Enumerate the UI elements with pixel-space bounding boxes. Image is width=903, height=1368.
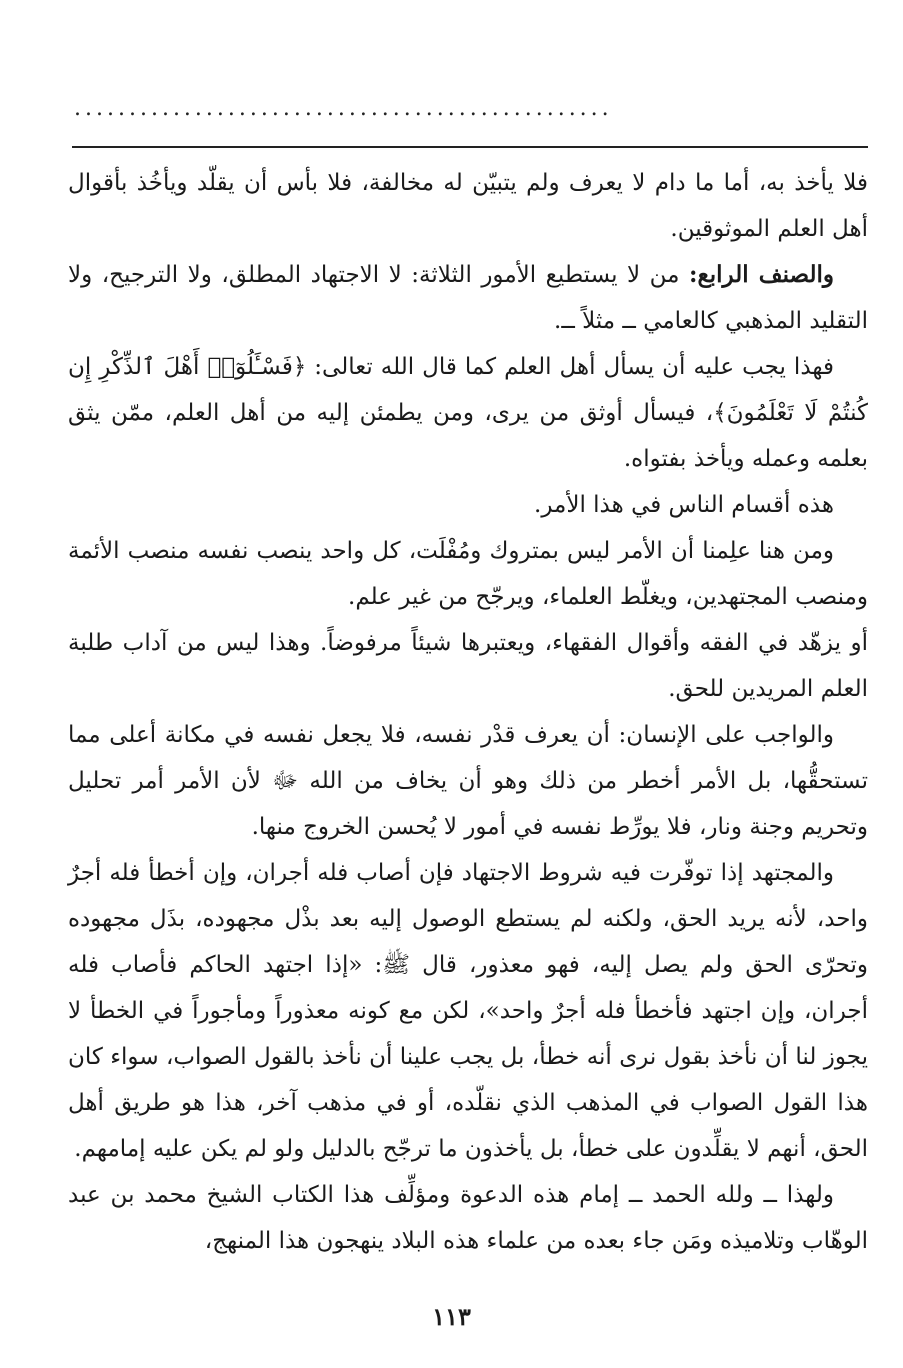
paragraph-7: والواجب على الإنسان: أن يعرف قدْر نفسه، فلا يجعل نفسه في مكانة أعلى مما تستحقُّها، بل الأمر أخطر من ذلك وهو أن يخاف من الله ﷻ لأن الأمر أمر تحليل وتحريم وجنة ونار، فلا يورِّط نفسه في أمور لا يُحسن الخروج منها. xyxy=(68,722,868,840)
paragraph-2-text: من لا يستطيع الأمور الثلاثة: لا الاجتهاد المطلق، ولا الترجيح، ولا التقليد المذهبي كالعامي ــ مثلاً ــ. xyxy=(68,262,868,334)
paragraph-5: ومن هنا علِمنا أن الأمر ليس بمتروك ومُفْلَت، كل واحد ينصب نفسه منصب الأئمة ومنصب المجتهدين، ويغلّط العلماء، ويرجّح من غير علم. xyxy=(68,538,868,610)
paragraph-6: أو يزهّد في الفقه وأقوال الفقهاء، ويعتبرها شيئاً مرفوضاً. وهذا ليس من آداب طلبة العلم المريدين للحق. xyxy=(68,630,868,702)
paragraph-4: هذه أقسام الناس في هذا الأمر. xyxy=(534,492,834,518)
page-number: ١١٣ xyxy=(432,1302,471,1331)
paragraph-8: والمجتهد إذا توفّرت فيه شروط الاجتهاد فإن أصاب فله أجران، وإن أخطأ فله أجرٌ واحد، لأنه يريد الحق، ولكنه لم يستطع الوصول إليه بعد بذْل مجهوده، بذَل مجهوده وتحرّى الحق ولم يصل إليه، فهو معذور، قال ﷺ: «إذا اجتهد الحاكم فأصاب فله أجران، وإن اجتهد فأخطأ فله أجرٌ واحد»، لكن مع كونه معذوراً ومأجوراً في الخطأ لا يجوز لنا أن نأخذ بقول نرى أنه خطأ، بل يجب علينا أن نأخذ بالقول الصواب، سواء كان هذا القول الصواب في المذهب الذي نقلّده، أو في مذهب آخر، هذا هو طريق أهل الحق، أنهم لا يقلِّدون على خطأ، بل يأخذون ما ترجّح بالدليل ولو لم يكن عليه إمامهم. xyxy=(68,860,868,1162)
paragraph-2 xyxy=(68,252,868,344)
header-dots: ................................................. xyxy=(74,96,613,121)
paragraph-2-lead: والصنف الرابع: xyxy=(688,261,834,288)
page-body xyxy=(68,160,868,1264)
paragraph-1: فلا يأخذ به، أما ما دام لا يعرف ولم يتبيّن له مخالفة، فلا بأس أن يقلّد ويأخُذ بأقوال أهل العلم الموثوقين. xyxy=(68,170,868,242)
paragraph-9: ولهذا ــ ولله الحمد ــ إمام هذه الدعوة ومؤلِّف هذا الكتاب الشيخ محمد بن عبد الوهّاب وتلاميذه ومَن جاء بعده من علماء هذه البلاد ينهجون هذا المنهج، xyxy=(68,1182,868,1254)
paragraph-3: فهذا يجب عليه أن يسأل أهل العلم كما قال الله تعالى: ﴿فَسْـَٔلُوٓا۟ أَهْلَ ٱلذِّكْرِ إِن كُنتُمْ لَا تَعْلَمُونَ﴾، فيسأل أوثق من يرى، ومن يطمئن إليه من أهل العلم، ممّن يثق بعلمه وعمله ويأخذ بفتواه. xyxy=(68,354,868,472)
header-rule xyxy=(72,146,868,148)
